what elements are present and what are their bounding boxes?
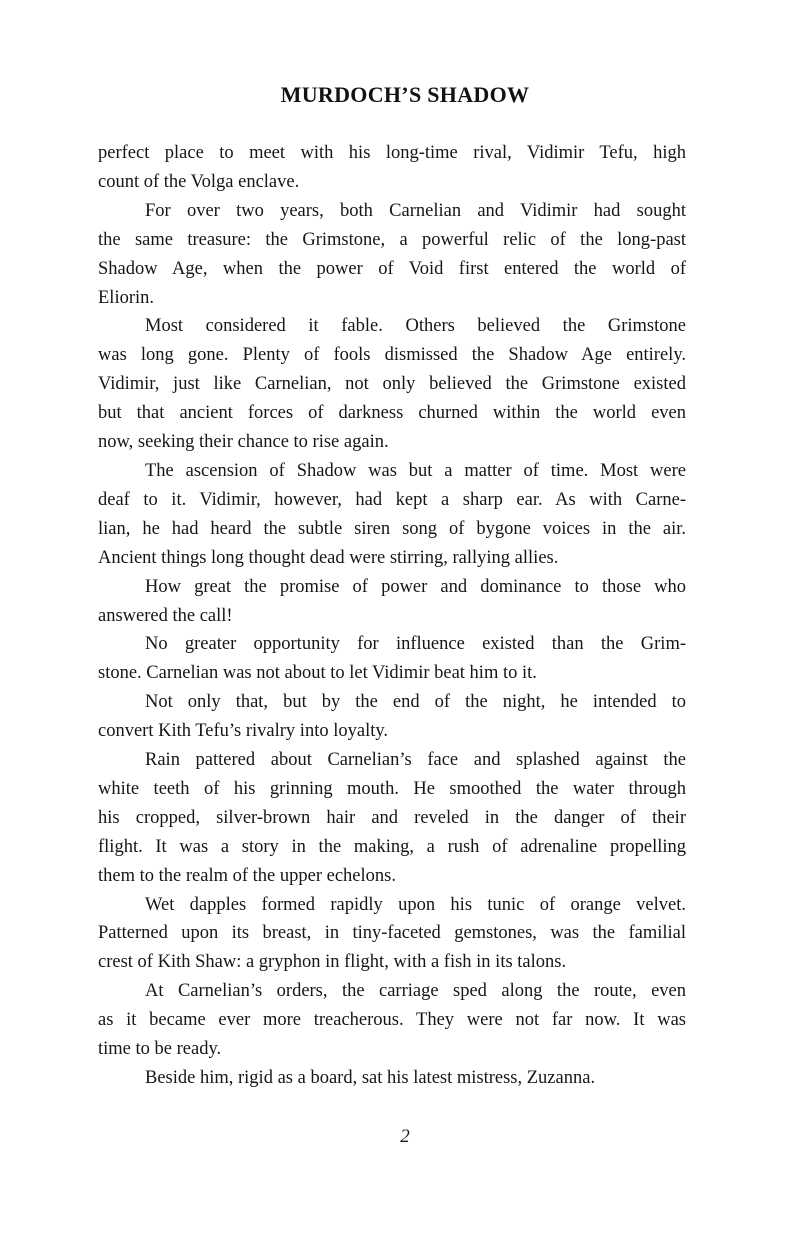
text-line: No greater opportunity for influence existed than the Grim- xyxy=(145,634,686,655)
text-line: them to the realm of the upper echelons. xyxy=(98,865,396,886)
text-line: At Carnelian’s orders, the carriage sped along the route, even xyxy=(145,981,686,1002)
text-line: but that ancient forces of darkness churned within the world even xyxy=(98,403,686,424)
text-line: deaf to it. Vidimir, however, had kept a sharp ear. As with Carne- xyxy=(98,489,686,510)
text-line: the same treasure: the Grimstone, a powerful relic of the long-past xyxy=(98,229,686,250)
text-line: Eliorin. xyxy=(98,287,155,308)
text-line: The ascension of Shadow was but a matter of time. Most were xyxy=(145,460,686,481)
text-line: Wet dapples formed rapidly upon his tunic of orange velvet. xyxy=(145,894,686,915)
text-line: count of the Volga enclave. xyxy=(98,171,300,192)
text-line: as it became ever more treacherous. They were not far now. It was xyxy=(98,1010,686,1031)
paragraph xyxy=(98,891,686,978)
text-line: Patterned upon its breast, in tiny-faceted gemstones, was the familial xyxy=(98,923,686,944)
paragraph xyxy=(98,312,686,457)
paragraph xyxy=(98,139,686,197)
text-line: Vidimir, just like Carnelian, not only believed the Grimstone existed xyxy=(98,374,686,395)
running-header: MURDOCH’S SHADOW xyxy=(280,82,530,107)
text-line: lian, he had heard the subtle siren song of bygone voices in the air. xyxy=(98,518,686,539)
text-line: convert Kith Tefu’s rivalry into loyalty. xyxy=(98,721,389,742)
text-line: Most considered it fable. Others believed the Grimstone xyxy=(145,316,686,337)
text-line: now, seeking their chance to rise again. xyxy=(98,432,389,453)
paragraph xyxy=(98,688,686,746)
text-line: Ancient things long thought dead were stirring, rallying allies. xyxy=(98,547,559,568)
paragraph xyxy=(98,977,686,1064)
text-line: time to be ready. xyxy=(98,1039,222,1060)
text-line: white teeth of his grinning mouth. He smoothed the water through xyxy=(98,778,686,799)
paragraph xyxy=(98,746,686,891)
paragraph xyxy=(98,457,686,573)
text-line: flight. It was a story in the making, a rush of adrenaline propelling xyxy=(98,836,686,857)
text-line: answered the call! xyxy=(98,605,233,626)
text-line: perfect place to meet with his long-time rival, Vidimir Tefu, high xyxy=(98,143,686,163)
text-line: Rain pattered about Carnelian’s face and splashed against the xyxy=(145,750,686,771)
paragraph xyxy=(98,573,686,631)
text-line: his cropped, silver-brown hair and reveled in the danger of their xyxy=(98,807,686,828)
text-line: For over two years, both Carnelian and Vidimir had sought xyxy=(145,200,686,221)
text-line: Shadow Age, when the power of Void first entered the world of xyxy=(98,258,686,279)
paragraph xyxy=(98,1064,686,1093)
text-line: was long gone. Plenty of fools dismissed the Shadow Age entirely. xyxy=(98,345,686,366)
text-line: crest of Kith Shaw: a gryphon in flight, with a fish in its talons. xyxy=(98,952,567,973)
text-line: stone. Carnelian was not about to let Vidimir beat him to it. xyxy=(98,663,537,684)
text-line: Beside him, rigid as a board, sat his latest mistress, Zuzanna. xyxy=(145,1068,596,1088)
paragraph xyxy=(98,197,686,313)
page-number: 2 xyxy=(400,1126,410,1147)
body-text xyxy=(98,139,686,1093)
text-line: How great the promise of power and dominance to those who xyxy=(145,576,686,597)
text-line: Not only that, but by the end of the night, he intended to xyxy=(145,692,686,713)
paragraph xyxy=(98,630,686,688)
